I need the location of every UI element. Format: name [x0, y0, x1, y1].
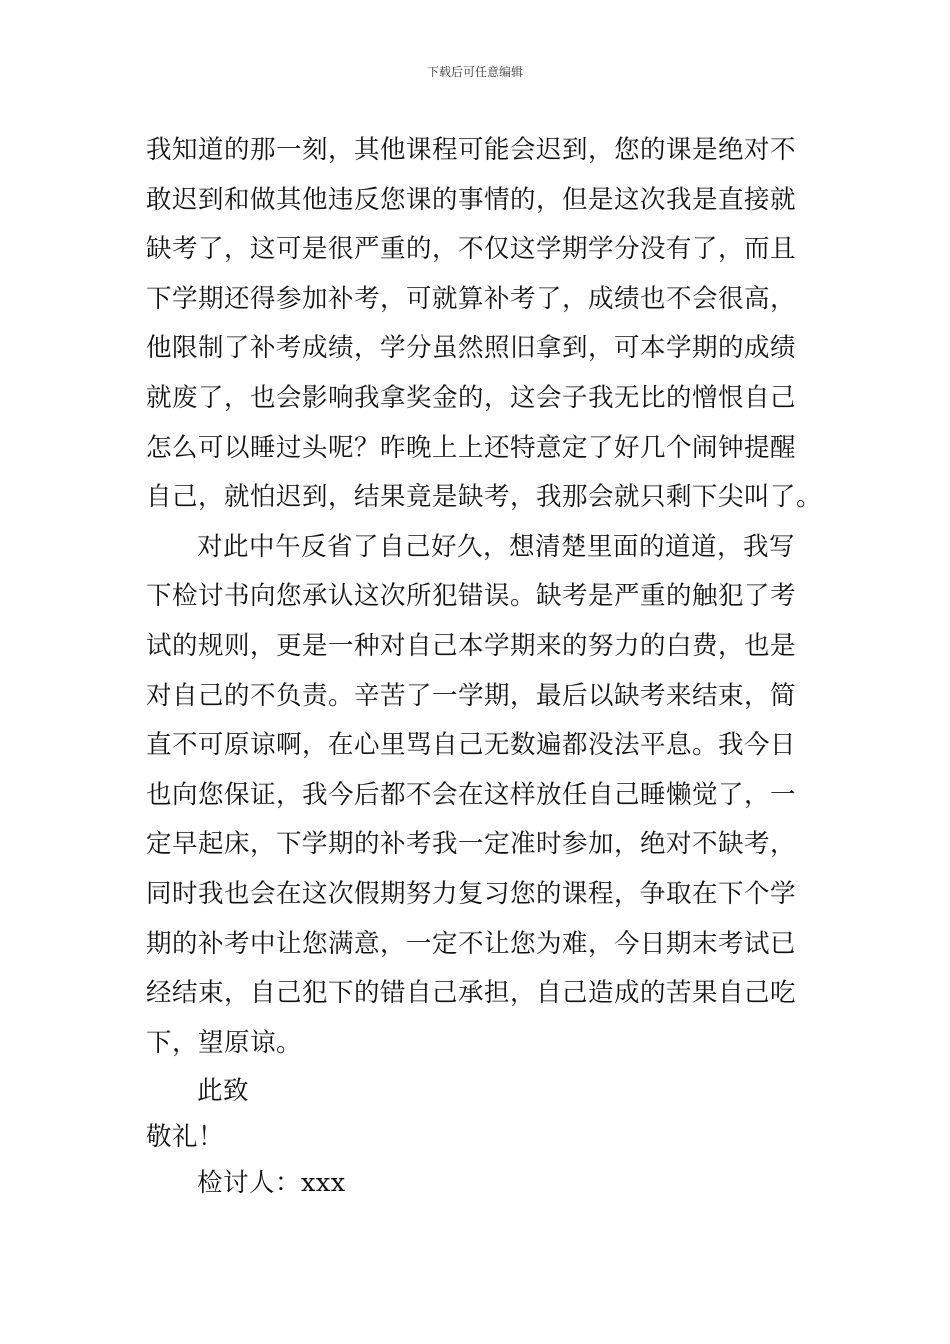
text-line: 期的补考中让您满意，一定不让您为难，今日期末考试已 — [146, 928, 797, 959]
text-line: 我知道的那一刻，其他课程可能会迟到，您的课是绝对不 — [146, 135, 797, 165]
text-line: 对自己的不负责。辛苦了一学期，最后以缺考来结束，简 — [146, 680, 797, 711]
text-line: 敢迟到和做其他违反您课的事情的，但是这次我是直接就 — [146, 184, 797, 215]
letter-body — [146, 126, 823, 1206]
text-line: 缺考了，这可是很严重的，不仅这学期学分没有了，而且 — [146, 234, 797, 265]
signature: 检讨人：xxx — [197, 1168, 346, 1199]
text-line: 下，望原谅。 — [146, 1027, 303, 1058]
paragraph-1 — [146, 126, 823, 523]
letter-closing — [146, 1068, 808, 1206]
text-line: 下检讨书向您承认这次所犯错误。缺考是严重的触犯了考 — [146, 581, 797, 612]
text-line: 试的规则，更是一种对自己本学期来的努力的白费，也是 — [146, 630, 797, 661]
text-line: 也向您保证，我今后都不会在这样放任自己睡懒觉了，一 — [146, 779, 797, 810]
text-line: 自己，就怕迟到，结果竟是缺考，我那会就只剩下尖叫了。 — [146, 482, 823, 513]
page-header: 下载后可任意编辑 — [426, 65, 523, 79]
text-line: 经结束，自己犯下的错自己承担，自己造成的苦果自己吃 — [146, 978, 797, 1009]
text-line: 直不可原谅啊，在心里骂自己无数遍都没法平息。我今日 — [146, 730, 797, 761]
text-line: 对此中午反省了自己好久，想清楚里面的道道，我写 — [197, 531, 796, 562]
salutation: 此致 — [197, 1076, 250, 1107]
paragraph-2 — [146, 523, 808, 1069]
text-line: 下学期还得参加补考，可就算补考了，成绩也不会很高， — [146, 283, 797, 314]
text-line: 同时我也会在这次假期努力复习您的课程，争取在下个学 — [146, 878, 797, 909]
text-line: 他限制了补考成绩，学分虽然照旧拿到，可本学期的成绩 — [146, 333, 797, 364]
text-line: 定早起床，下学期的补考我一定准时参加，绝对不缺考， — [146, 829, 797, 860]
respect-line: 敬礼！ — [146, 1122, 225, 1153]
text-line: 怎么可以睡过头呢？昨晚上上还特意定了好几个闹钟提醒 — [146, 432, 797, 463]
text-line: 就废了，也会影响我拿奖金的，这会子我无比的憎恨自己 — [146, 382, 797, 413]
